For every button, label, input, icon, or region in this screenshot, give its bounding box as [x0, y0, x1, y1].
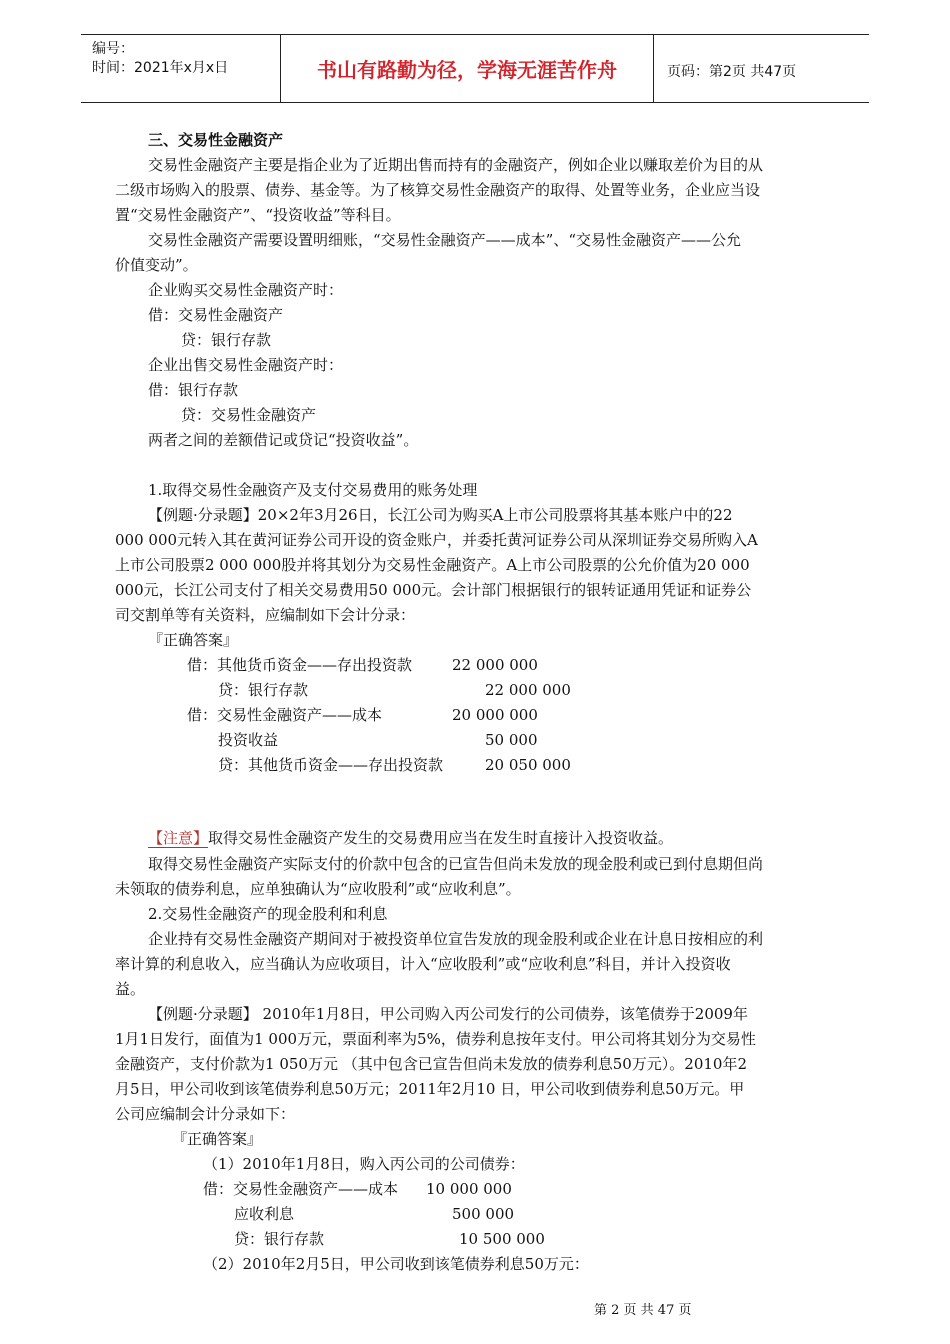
para-line: 率计算的利息收入，应当确认为应收项目，计入“应收股利”或“应收利息”科目，并计入投资收 — [115, 955, 731, 973]
section-title: 三、交易性金融资产 — [148, 131, 284, 149]
page-header — [81, 34, 869, 103]
para-line: 益。 — [115, 980, 146, 998]
note-label: 【注意】 — [148, 829, 209, 847]
para-line: 交易性金融资产主要是指企业为了近期出售而持有的金融资产，例如企业以赚取差价为目的从 — [148, 156, 764, 174]
para-line: 取得交易性金融资产实际支付的价款中包含的已宣告但尚未发放的现金股利或已到付息期但尚 — [148, 855, 764, 873]
para-line: 二级市场购入的股票、债券、基金等。为了核算交易性金融资产的取得、处置等业务，企业应当设 — [115, 181, 761, 199]
example-line: 1月1日发行，面值为1 000万元，票面利率为5%，债券利息按年支付。甲公司将其划分为交易性 — [115, 1030, 756, 1048]
entry-account: 贷：银行存款 — [218, 681, 309, 699]
buy-intro: 企业购买交易性金融资产时： — [148, 281, 344, 299]
entry-amount: 20 050 000 — [485, 756, 571, 774]
entry-amount: 20 000 000 — [452, 706, 538, 724]
entry-account: 借：交易性金融资产——成本 — [187, 706, 383, 724]
time-label: 时间：2021年x月x日 — [92, 60, 229, 76]
example-line: 上市公司股票2 000 000股并将其划分为交易性金融资产。A上市公司股票的公允价值为20 000 — [115, 556, 750, 574]
sell-debit: 借：银行存款 — [148, 381, 239, 399]
example-line: 【例题·分录题】 2010年1月8日，甲公司购入丙公司发行的公司债券，该笔债券于2009年 — [148, 1005, 748, 1023]
note-text: 取得交易性金融资产发生的交易费用应当在发生时直接计入投资收益。 — [208, 829, 674, 847]
example-line: 司交割单等有关资料，应编制如下会计分录： — [115, 606, 416, 624]
note-line — [148, 829, 673, 847]
step-title: （1）2010年1月8日，购入丙公司的公司债券： — [203, 1155, 525, 1173]
answer-label: 『正确答案』 — [148, 631, 239, 649]
example-line: 000 000元转入其在黄河证券公司开设的资金账户，并委托黄河证券公司从深圳证券交易所购入A — [115, 531, 758, 549]
entry-amount: 22 000 000 — [452, 656, 538, 674]
entry-amount: 22 000 000 — [485, 681, 571, 699]
buy-debit: 借：交易性金融资产 — [148, 306, 284, 324]
header-page-label: 页码：第2页 共47页 — [667, 64, 797, 80]
number-label: 编号： — [92, 41, 134, 57]
entry-amount: 50 000 — [485, 731, 538, 749]
page-footer: 第 2 页 共 47 页 — [594, 1303, 692, 1318]
answer-label: 『正确答案』 — [172, 1130, 263, 1148]
subsection-title: 1.取得交易性金融资产及支付交易费用的账务处理 — [148, 481, 478, 499]
para-line: 交易性金融资产需要设置明细账，“交易性金融资产——成本”、“交易性金融资产——公允 — [148, 231, 742, 249]
entry-account: 贷：银行存款 — [234, 1230, 325, 1248]
sell-credit: 贷：交易性金融资产 — [181, 406, 317, 424]
para-line: 置“交易性金融资产”、“投资收益”等科目。 — [115, 206, 401, 224]
difference-text: 两者之间的差额借记或贷记“投资收益”。 — [148, 431, 419, 449]
sell-intro: 企业出售交易性金融资产时： — [148, 356, 344, 374]
example-line: 金融资产，支付价款为1 050万元 （其中包含已宣告但尚未发放的债券利息50万元）。2010年2 — [115, 1055, 748, 1073]
example-line: 000元，长江公司支付了相关交易费用50 000元。会计部门根据银行的银转证通用凭证和证券公 — [115, 581, 752, 599]
entry-account: 投资收益 — [218, 731, 279, 749]
subsection-title: 2.交易性金融资产的现金股利和利息 — [148, 905, 388, 923]
buy-credit: 贷：银行存款 — [181, 331, 272, 349]
para-line: 企业持有交易性金融资产期间对于被投资单位宣告发放的现金股利或企业在计息日按相应的利 — [148, 930, 764, 948]
header-motto: 书山有路勤为径，学海无涯苦作舟 — [281, 35, 654, 102]
entry-account: 应收利息 — [234, 1205, 295, 1223]
header-meta — [81, 35, 281, 102]
entry-amount: 10 000 000 — [426, 1180, 512, 1198]
entry-amount: 500 000 — [452, 1205, 515, 1223]
example-line: 【例题·分录题】20×2年3月26日，长江公司为购买A上市公司股票将其基本账户中的22 — [148, 506, 733, 524]
example-line: 公司应编制会计分录如下： — [115, 1105, 296, 1123]
entry-account: 贷：其他货币资金——存出投资款 — [218, 756, 444, 774]
step-title: （2）2010年2月5日，甲公司收到该笔债券利息50万元： — [203, 1255, 589, 1273]
example-line: 月5日，甲公司收到该笔债券利息50万元；2011年2月10 日，甲公司收到债券利息50万元。甲 — [115, 1080, 745, 1098]
entry-account: 借：其他货币资金——存出投资款 — [187, 656, 413, 674]
entry-amount: 10 500 000 — [459, 1230, 545, 1248]
para-line: 未领取的债券利息，应单独确认为“应收股利”或“应收利息”。 — [115, 880, 521, 898]
para-line: 价值变动”。 — [115, 256, 198, 274]
entry-account: 借：交易性金融资产——成本 — [203, 1180, 399, 1198]
